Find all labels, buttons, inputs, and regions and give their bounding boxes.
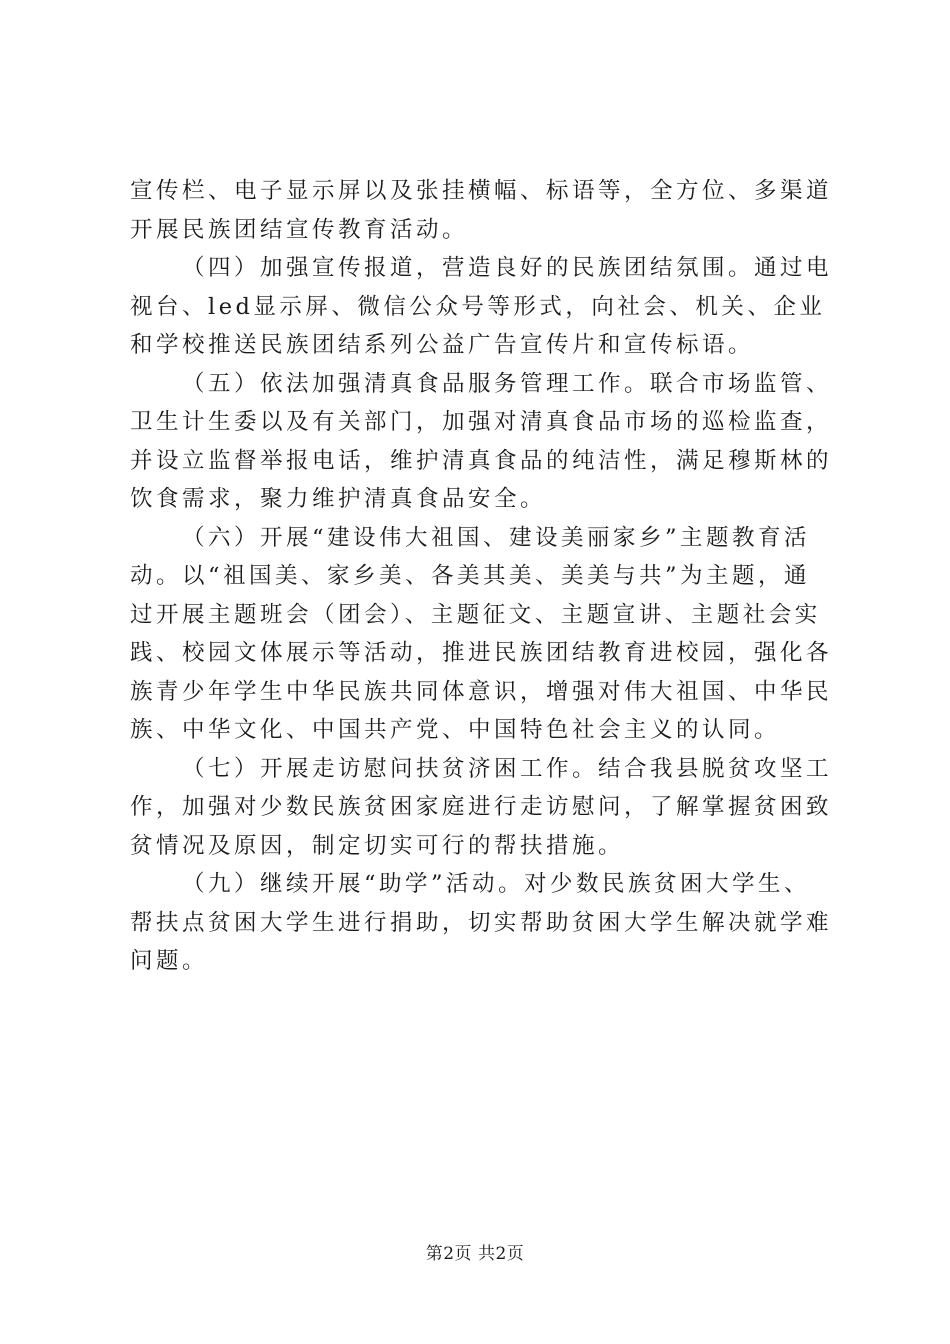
- page-number: 第2页 共2页: [425, 1244, 525, 1264]
- text-line: （七）开展走访慰问扶贫济困工作。结合我县脱贫攻坚工: [182, 755, 833, 782]
- text-line: （九）继续开展“助学”活动。对少数民族贫困大学生、: [182, 871, 811, 897]
- text-line: 开展民族团结宣传教育活动。: [130, 216, 469, 243]
- text-line: 卫生计生委以及有关部门，加强对清真食品市场的巡检监查，: [130, 409, 833, 435]
- document-body: [130, 172, 833, 981]
- text-line: 动。以“祖国美、家乡美、各美其美、美美与共”为主题，通: [130, 563, 811, 589]
- text-line: 贫情况及原因，制定切实可行的帮扶措施。: [130, 832, 625, 859]
- text-line: 作，加强对少数民族贫困家庭进行走访慰问，了解掌握贫困致: [130, 794, 833, 820]
- text-line: 践、校园文体展示等活动，推进民族团结教育进校园，强化各: [130, 640, 833, 666]
- text-line: 视台、led显示屏、微信公众号等形式，向社会、机关、企业: [130, 293, 826, 320]
- text-line: 问题。: [130, 948, 209, 974]
- text-line: （六）开展“建设伟大祖国、建设美丽家乡”主题教育活: [182, 524, 811, 551]
- text-line: 族、中华文化、中国共产党、中国特色社会主义的认同。: [130, 717, 781, 743]
- page-footer: [0, 1243, 950, 1265]
- text-line: 帮扶点贫困大学生进行捐助，切实帮助贫困大学生解决就学难: [130, 909, 833, 936]
- text-line: 饮食需求，聚力维护清真食品安全。: [130, 486, 547, 512]
- text-line: 和学校推送民族团结系列公益广告宣传片和宣传标语。: [130, 332, 755, 358]
- text-line: （五）依法加强清真食品服务管理工作。联合市场监管、: [182, 370, 833, 397]
- text-line: 宣传栏、电子显示屏以及张挂横幅、标语等，全方位、多渠道: [130, 178, 833, 204]
- text-line: 族青少年学生中华民族共同体意识，增强对伟大祖国、中华民: [130, 678, 833, 705]
- text-line: 过开展主题班会（团会）、主题征文、主题宣讲、主题社会实: [130, 601, 821, 628]
- text-line: （四）加强宣传报道，营造良好的民族团结氛围。通过电: [182, 255, 833, 281]
- text-line: 并设立监督举报电话，维护清真食品的纯洁性，满足穆斯林的: [130, 447, 833, 474]
